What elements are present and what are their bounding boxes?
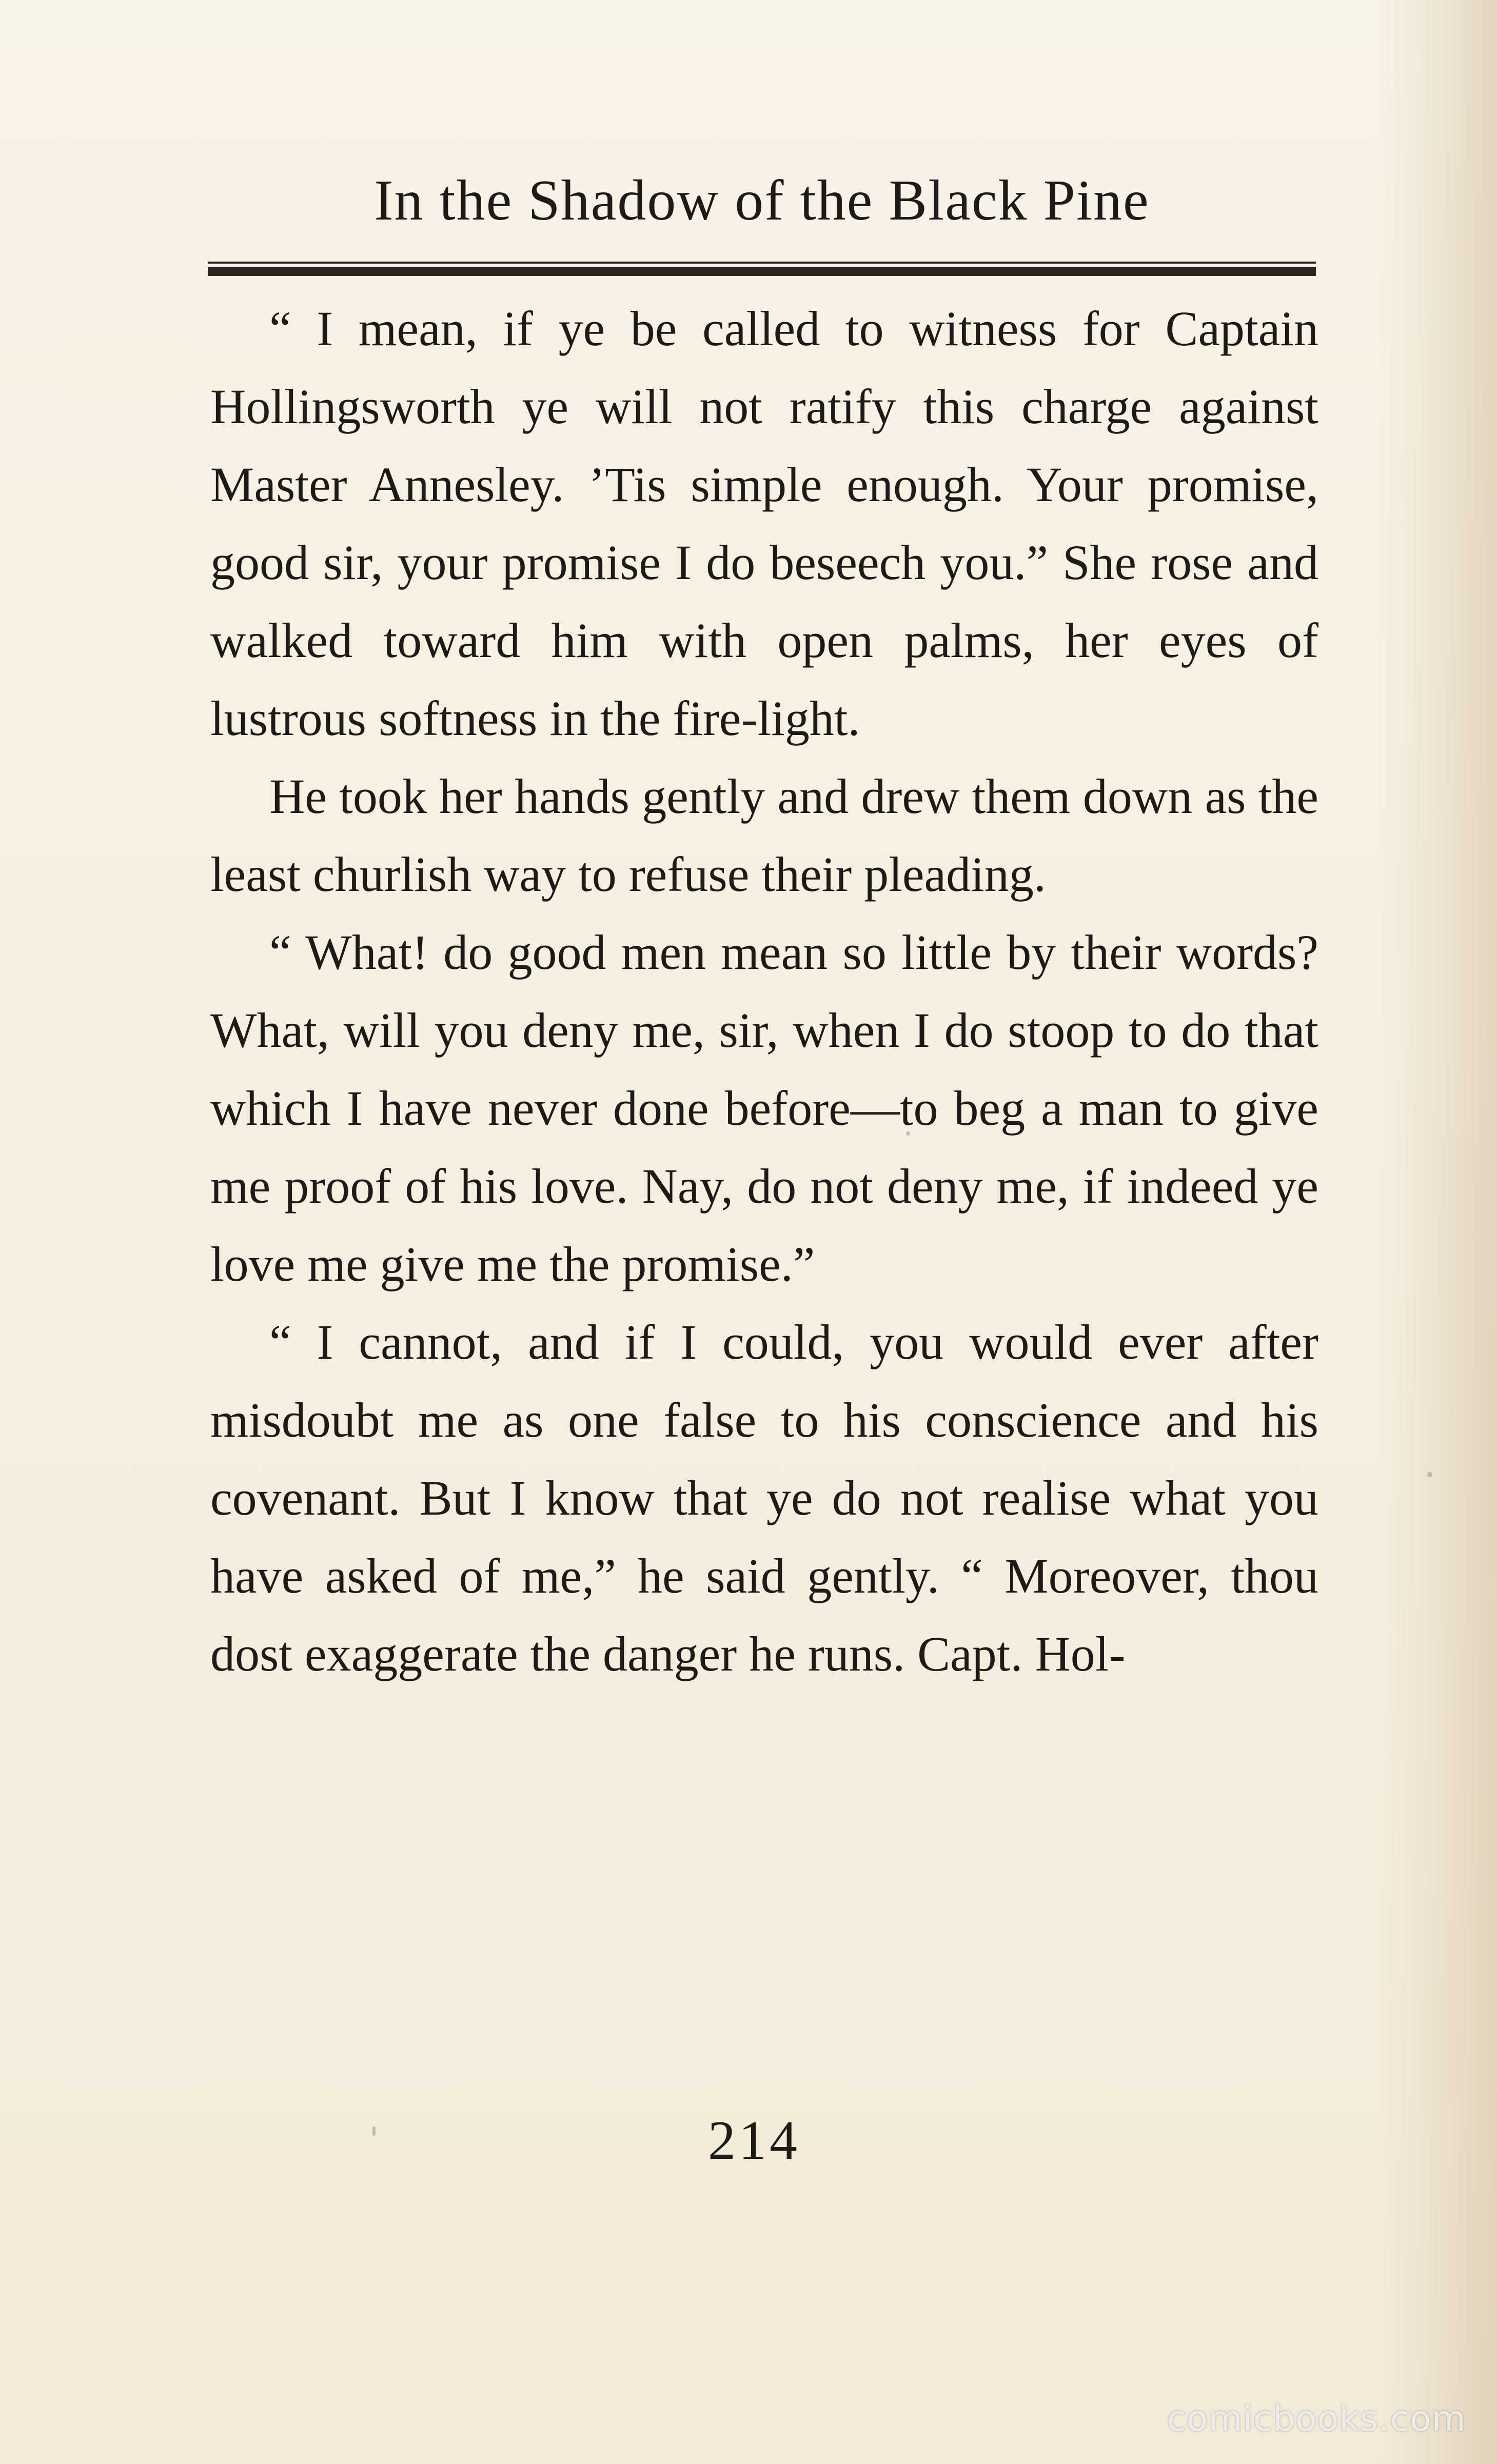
paragraph-4: “ I cannot, and if I could, you would ever after misdoubt me as one false to his conscience and his covenant. But I know that ye do not realise what you have asked of me,” he said gently. “ Moreover, thou dost exaggerate the danger he runs. Capt. Hol-	[210, 1315, 1318, 1681]
watermark: comicbooks.com	[1167, 2399, 1466, 2439]
paper-speck	[1427, 1472, 1432, 1477]
running-header: In the Shadow of the Black Pine	[374, 169, 1150, 232]
paragraph-2: He took her hands gently and drew them down as the least churlish way to refuse their pleading.	[210, 769, 1318, 902]
header-rule	[208, 267, 1316, 276]
paper-speck	[906, 1131, 910, 1136]
page-number: 214	[708, 2110, 800, 2171]
paragraph-1: “ I mean, if ye be called to witness for Captain Hollingsworth ye will not ratify this charge against Master Annesley. ’Tis simple enough. Your promise, good sir, your promise I do beseech you.” She rose and walked toward him with open palms, her eyes of lustrous softness in the fire-light.	[210, 301, 1318, 746]
paper-speck	[372, 2127, 376, 2136]
paragraph-3: “ What! do good men mean so little by their words? What, will you deny me, sir, when I do stoop to do that which I have never done before—to beg a man to give me proof of his love. Nay, do not deny me, if indeed ye love me give me the promise.”	[210, 925, 1318, 1291]
body-text	[210, 290, 1318, 1693]
